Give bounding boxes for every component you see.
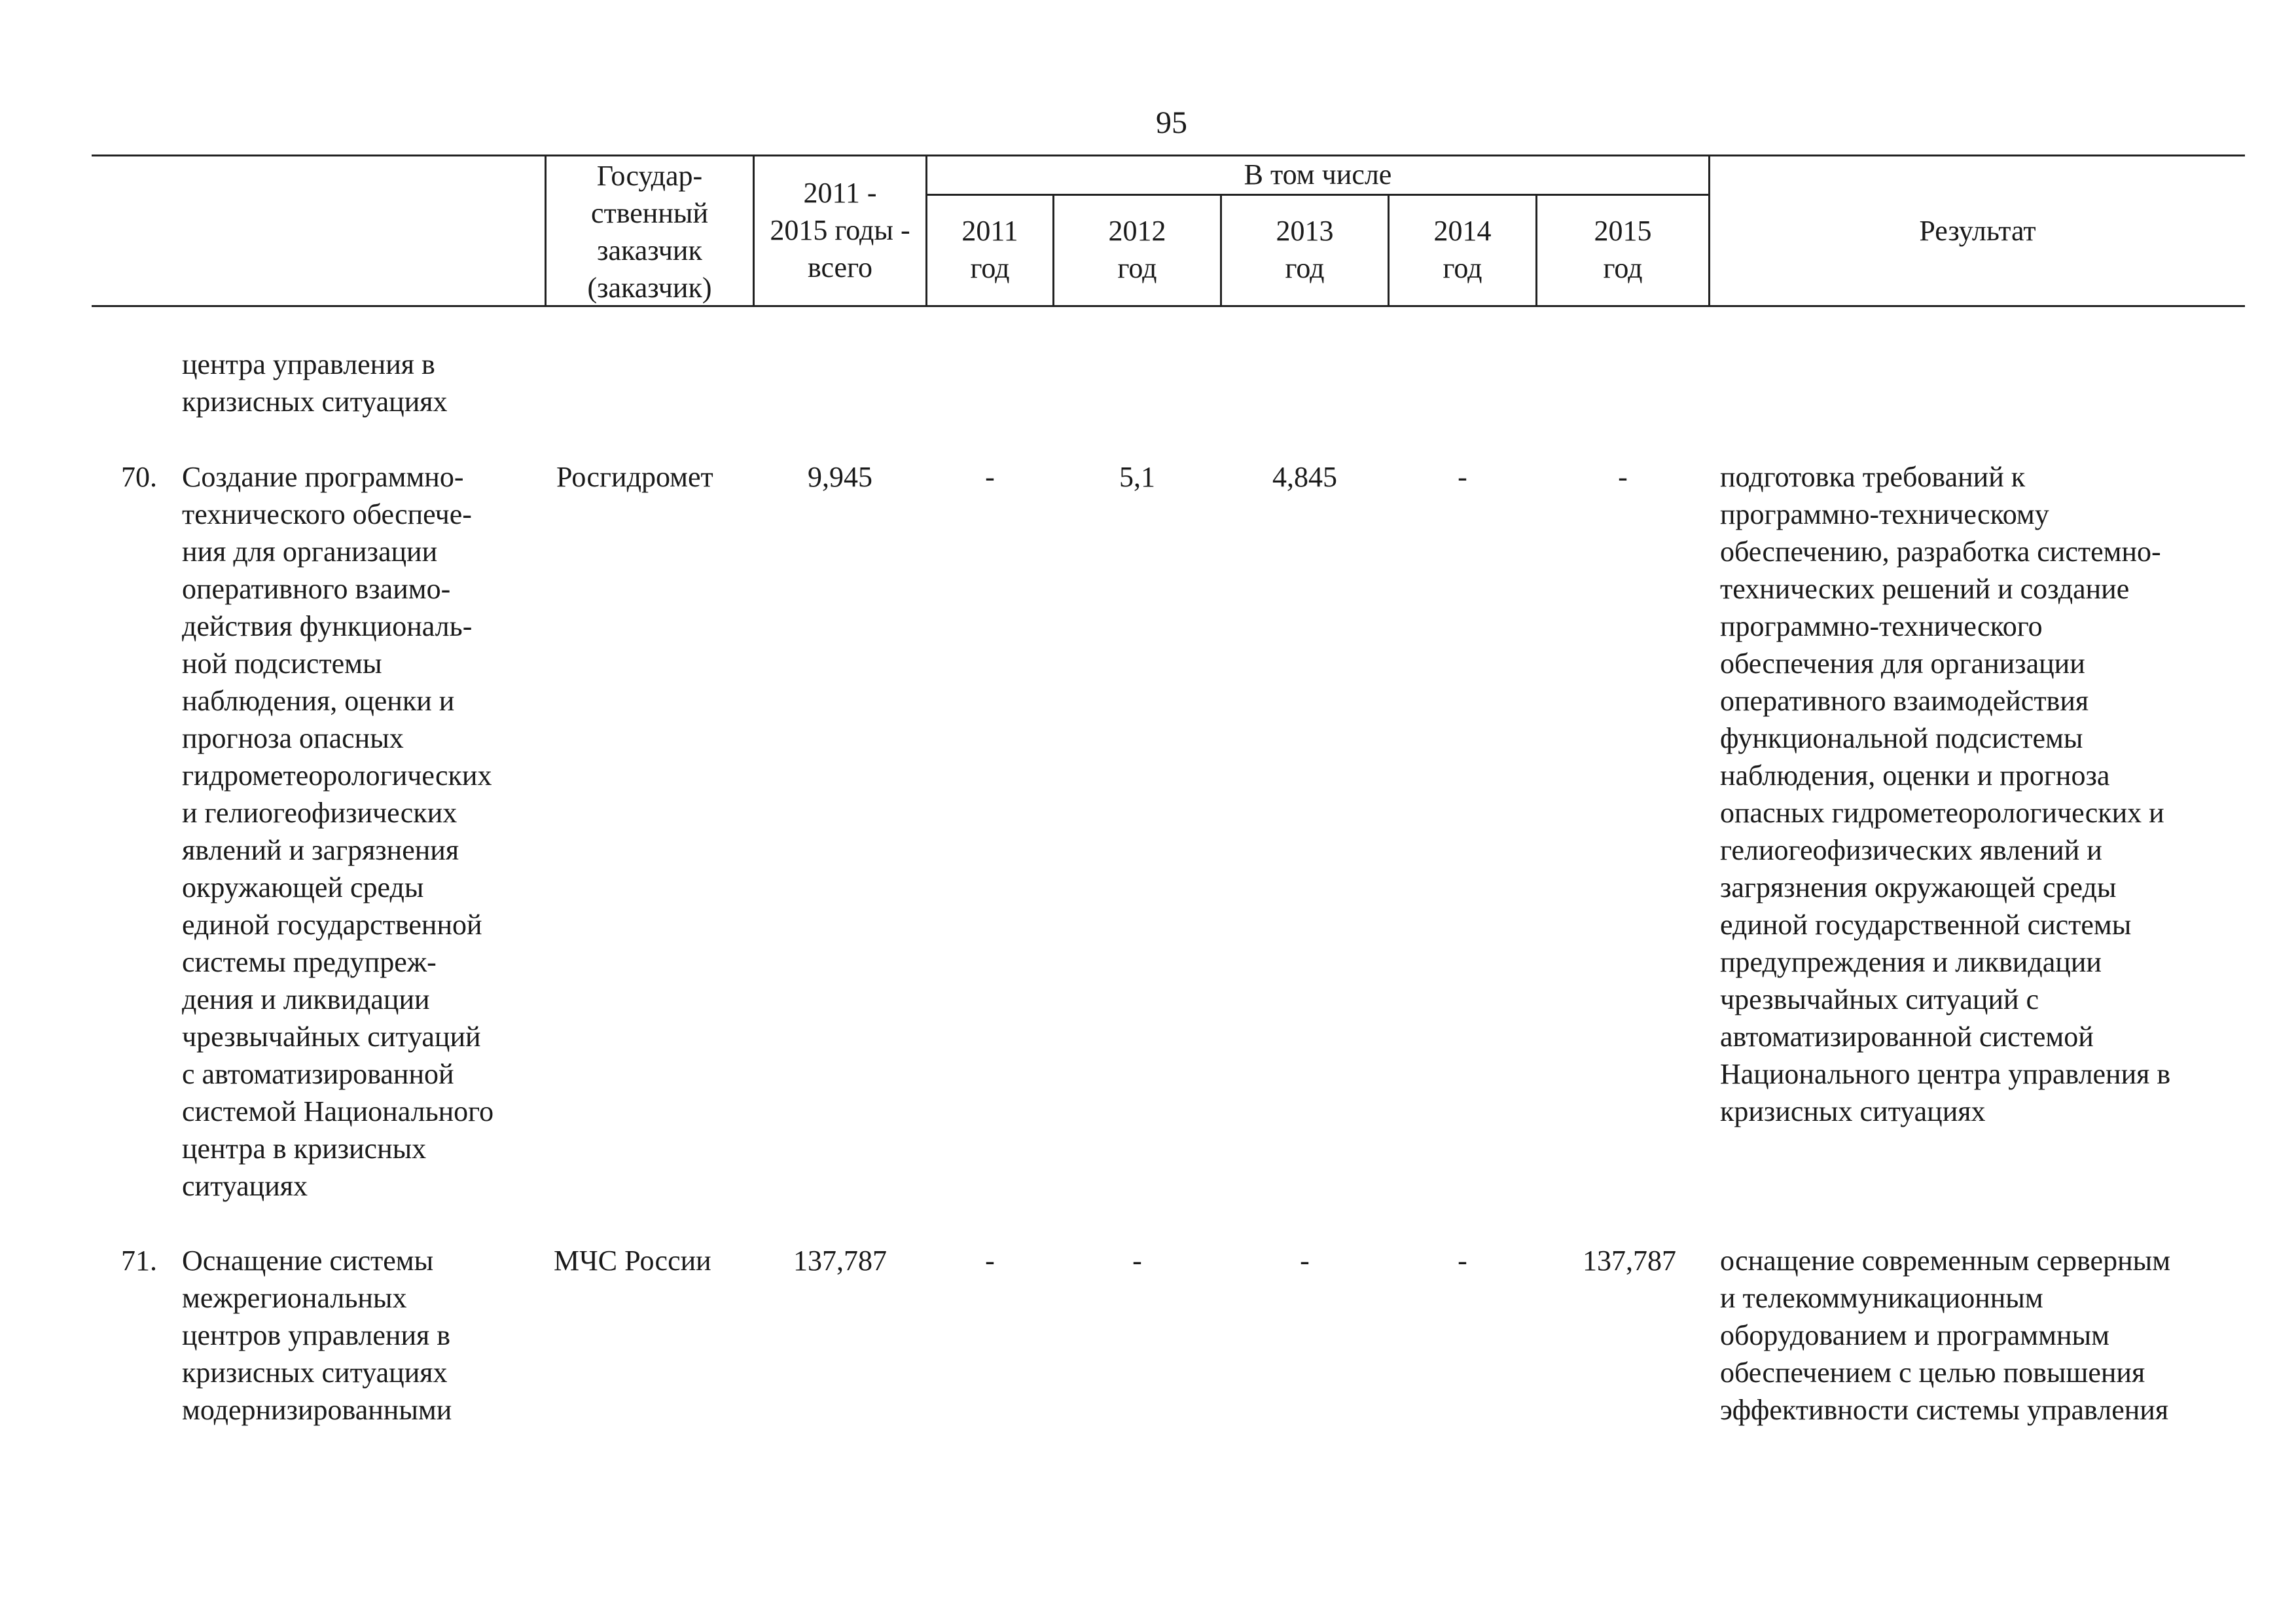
row-2011: - xyxy=(985,1245,995,1277)
row-2013: - xyxy=(1300,1245,1310,1277)
row-customer: Росгидромет xyxy=(556,461,713,493)
row-result: подготовка требований к программно-техническому обеспечению, разработка системно- технических решений и создание программно-технического обеспечения для организации оперативного взаимодействия функциональной подсистемы наблюдения, оценки и прогноза опасных гидрометеорологических и гелиогеофизических явлений и загрязнения окружающей среды единой государственной системы предупреждения и ликвидации чрезвычайных ситуаций с автоматизированной системой Национального центра управления в кризисных ситуациях xyxy=(1720,461,2171,1127)
header-subgroup-rule xyxy=(925,194,1708,196)
page-number: 95 xyxy=(1156,105,1187,140)
row-total: 9,945 xyxy=(808,461,872,493)
header-year-2013: 2013 год xyxy=(1276,215,1334,284)
row-total: 137,787 xyxy=(793,1245,887,1277)
header-including: В том числе xyxy=(1244,158,1392,191)
row-2014: - xyxy=(1458,1245,1467,1277)
row-2012: - xyxy=(1132,1245,1142,1277)
header-customer: Государ- ственный заказчик (заказчик) xyxy=(587,160,712,304)
row-result: оснащение современным серверным и телекоммуникационным оборудованием и программным обеспечением с целью повышения эффективности системы управления xyxy=(1720,1245,2171,1426)
row-2015: - xyxy=(1618,461,1628,493)
header-result: Результат xyxy=(1919,215,2036,247)
row-number: 71. xyxy=(121,1245,157,1277)
header-year-2014: 2014 год xyxy=(1433,215,1492,284)
header-bottom-rule xyxy=(92,305,2245,307)
row-2013: 4,845 xyxy=(1272,461,1337,493)
header-total: 2011 - 2015 годы - всего xyxy=(770,177,910,283)
header-year-2012: 2012 год xyxy=(1108,215,1166,284)
continuation-text: центра управления в кризисных ситуациях xyxy=(182,348,448,418)
row-number: 70. xyxy=(121,461,157,493)
row-2014: - xyxy=(1458,461,1467,493)
row-customer: МЧС России xyxy=(554,1245,711,1277)
header-year-2015: 2015 год xyxy=(1594,215,1652,284)
row-2015: 137,787 xyxy=(1583,1245,1676,1277)
row-2012: 5,1 xyxy=(1119,461,1155,493)
row-2011: - xyxy=(985,461,995,493)
header-year-2011: 2011 год xyxy=(961,215,1018,284)
row-name: Создание программно- технического обеспече- ния для организации оперативного взаимо- действия функциональ- ной подсистемы наблюдения, оценки и прогноза опасных гидрометеорологических и гелиогеофизических явлений и загрязнения окружающей среды единой государственной системы предупреж- дения и ликвидации чрезвычайных ситуаций с автоматизированной системой Национального центра в кризисных ситуациях xyxy=(182,461,494,1202)
row-name: Оснащение системы межрегиональных центров управления в кризисных ситуациях модернизированными xyxy=(182,1245,452,1426)
